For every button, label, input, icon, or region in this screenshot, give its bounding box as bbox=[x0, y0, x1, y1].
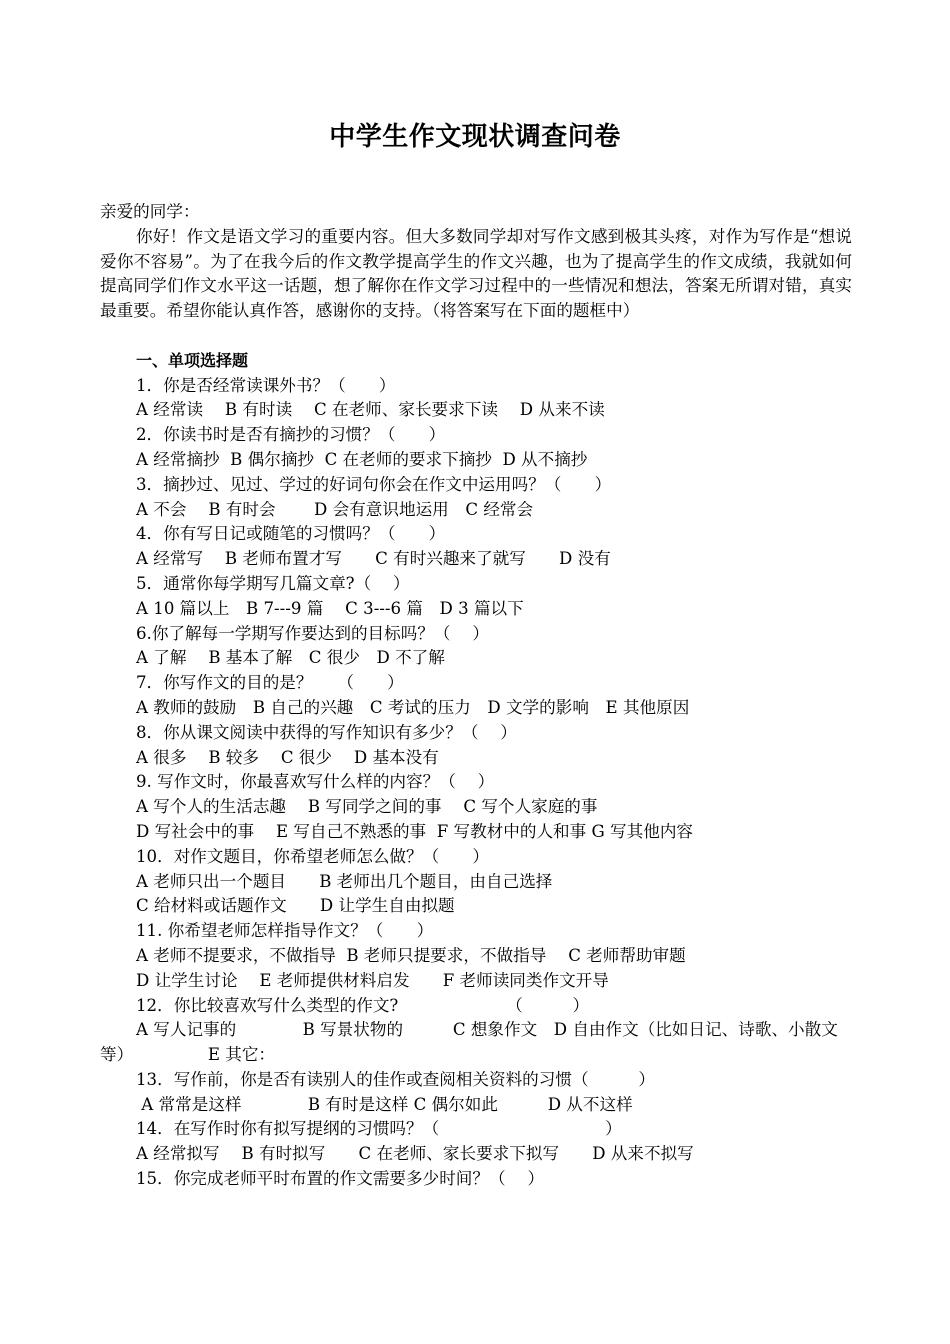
question-line: 14．在写作时你有拟写提纲的习惯吗？（ ） bbox=[136, 1119, 622, 1139]
question-line: 9. 写作文时，你最喜欢写什么样的内容？（ ） bbox=[136, 772, 495, 792]
intro-paragraph: 你好！作文是语文学习的重要内容。但大多数同学却对写作文感到极其头疼，对作为写作是“想说爱你不容易”。为了在我今后的作文教学提高学生的作文兴趣，也为了提高学生的作文成绩，我就如何提高同学们作文水平这一话题，想了解你在作文学习过程中的一些情况和想法，答案无所谓对错，真实最重要。希望你能认真作答，感谢你的支持。（将答案写在下面的题框中） bbox=[100, 226, 852, 321]
question-list-continued bbox=[100, 1068, 852, 1192]
question-line: 5．通常你每学期写几篇文章?（ ） bbox=[136, 573, 410, 593]
question-line: 10．对作文题目，你希望老师怎么做？（ ） bbox=[136, 846, 489, 866]
question-line: 11. 你希望老师怎样指导作文？（ ） bbox=[136, 921, 434, 941]
question-line: A 老师不提要求，不做指导 B 老师只提要求，不做指导 C 老师帮助审题 bbox=[136, 945, 686, 965]
question-line: A 经常写 B 老师布置才写 C 有时兴趣来了就写 D 没有 bbox=[136, 549, 611, 569]
question-line: 13．写作前，你是否有读别人的佳作或查阅相关资料的习惯（ ） bbox=[136, 1069, 655, 1089]
question-line: D 写社会中的事 E 写自己不熟悉的事 F 写教材中的人和事 G 写其他内容 bbox=[136, 821, 694, 841]
question-line: 3．摘抄过、见过、学过的好词句你会在作文中运用吗？（ ） bbox=[136, 474, 612, 494]
question-list bbox=[100, 374, 852, 1019]
blank-line bbox=[100, 324, 852, 349]
question-line: C 给材料或话题作文 D 让学生自由拟题 bbox=[136, 896, 455, 916]
question-line: A 10 篇以上 B 7---9 篇 C 3---6 篇 D 3 篇以下 bbox=[136, 598, 524, 618]
q12-options: A 写人记事的 B 写景状物的 C 想象作文 D 自由作文（比如日记、诗歌、小散文等） E 其它： bbox=[100, 1020, 838, 1065]
question-line: 12．你比较喜欢写什么类型的作文? （ ） bbox=[136, 995, 590, 1015]
salutation: 亲爱的同学： bbox=[100, 202, 200, 221]
question-line: 2．你读书时是否有摘抄的习惯？（ ） bbox=[136, 425, 446, 445]
question-line: A 很多 B 较多 C 很少 D 基本没有 bbox=[136, 747, 439, 767]
question-line: 6.你了解每一学期写作要达到的目标吗？（ ） bbox=[136, 623, 489, 643]
document-body bbox=[100, 200, 852, 1192]
question-line: A 不会 B 有时会 D 会有意识地运用 C 经常会 bbox=[136, 499, 534, 519]
question-line: A 教师的鼓励 B 自己的兴趣 C 考试的压力 D 文学的影响 E 其他原因 bbox=[136, 697, 690, 717]
question-line: A 常常是这样 B 有时是这样 C 偶尔如此 D 从不这样 bbox=[136, 1094, 633, 1114]
question-line: A 了解 B 基本了解 C 很少 D 不了解 bbox=[136, 648, 445, 668]
document-title: 中学生作文现状调查问卷 bbox=[329, 122, 621, 152]
question-line: A 经常拟写 B 有时拟写 C 在老师、家长要求下拟写 D 从来不拟写 bbox=[136, 1144, 694, 1164]
section-heading: 一、单项选择题 bbox=[136, 350, 249, 370]
question-line: A 经常读 B 有时读 C 在老师、家长要求下读 D 从来不读 bbox=[136, 400, 605, 420]
question-line: 7．你写作文的目的是？ （ ） bbox=[136, 673, 404, 693]
question-line: 1．你是否经常读课外书？（ ） bbox=[136, 375, 396, 395]
question-line: 15．你完成老师平时布置的作文需要多少时间？（ ） bbox=[136, 1169, 545, 1189]
question-line: A 经常摘抄 B 偶尔摘抄 C 在老师的要求下摘抄 D 从不摘抄 bbox=[136, 449, 588, 469]
question-line: 8．你从课文阅读中获得的写作知识有多少？（ ） bbox=[136, 722, 517, 742]
question-line: D 让学生讨论 E 老师提供材料启发 F 老师读同类作文开导 bbox=[136, 970, 609, 990]
question-line: A 写个人的生活志趣 B 写同学之间的事 C 写个人家庭的事 bbox=[136, 797, 598, 817]
question-line: 4．你有写日记或随笔的习惯吗？（ ） bbox=[136, 524, 446, 544]
question-line: A 老师只出一个题目 B 老师出几个题目，由自己选择 bbox=[136, 871, 553, 891]
